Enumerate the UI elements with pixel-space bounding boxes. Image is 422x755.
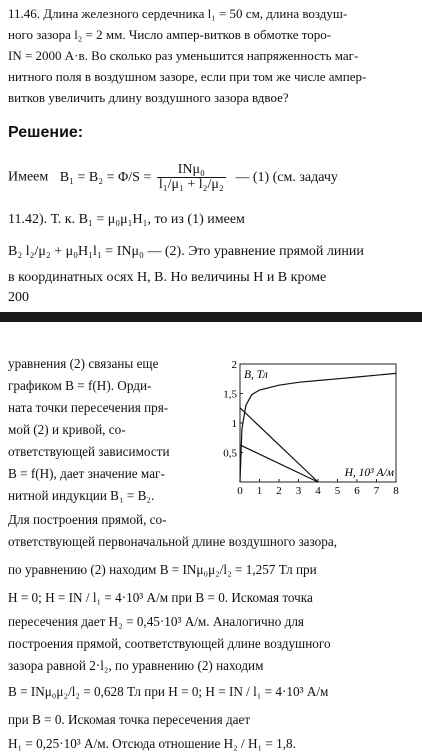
wrapped-line-5: ответствующей зависимости [8, 444, 170, 459]
x-tick-label: 2 [276, 485, 282, 497]
fraction-denominator: l₁/μ₁ + l₂/μ₂ [158, 177, 224, 192]
x-tick-label: 7 [373, 485, 380, 497]
full-line-1: Для построения прямой, со- [8, 512, 167, 527]
equation-line-1 [8, 163, 338, 192]
problem-line-1: 11.46. Длина железного сердечника l₁ = 50 см, длина воздуш- [8, 6, 348, 21]
wrapped-line-3: ната точки пересечения пря- [8, 400, 169, 415]
problem-line-3: IN = 2000 А·в. Во сколько раз уменьшится напряженность маг- [8, 48, 359, 63]
wrapped-line-4: мой (2) и кривой, со- [8, 422, 126, 437]
solution-heading: Решение: [8, 124, 84, 141]
y-tick-label: 2 [231, 359, 237, 371]
y-tick-label: 1,5 [223, 388, 237, 401]
problem-line-4: нитного поля в воздушном зазоре, если при том же числе ампер- [8, 69, 367, 84]
full-line-5: пересечения дает H₂ = 0,45·10³ А/м. Аналогично для [8, 614, 304, 629]
wrapped-line-6: B = f(H), дает значение маг- [8, 466, 165, 481]
bh-curve-chart [222, 354, 412, 502]
x-axis-label: H, 10³ А/м [344, 467, 394, 479]
x-tick-label: 0 [237, 485, 243, 497]
bottom-page [0, 322, 422, 755]
y-axis-label: B, Тл [244, 369, 268, 381]
full-line-4: H = 0; H = IN / l₁ = 4·10³ А/м при B = 0. Искомая точка [8, 590, 313, 605]
series-line-1 [240, 373, 396, 482]
full-line-2: ответствующей первоначальной длине воздушного зазора, [8, 534, 337, 549]
wrapped-line-2: графиком B = f(H). Орди- [8, 378, 152, 393]
equation-prefix: Имеем [8, 169, 49, 185]
problem-line-2: ного зазора l₂ = 2 мм. Число ампер-витков в обмотке торо- [8, 27, 332, 42]
page-number: 200 [8, 290, 29, 305]
full-line-7: зазора равной 2·l₂, по уравнению (2) находим [8, 658, 264, 673]
full-line-10: H₁ = 0,25·10³ А/м. Отсюда отношение H₂ / H₁ = 1,8. [8, 736, 296, 751]
y-tick-label: 0,5 [223, 447, 237, 460]
wrapped-line-1: уравнения (2) связаны еще [8, 356, 159, 371]
equation-lhs: B₁ = B₂ = Φ/S = [59, 169, 152, 185]
y-tick-label: 1 [231, 418, 237, 430]
equation-fraction [157, 163, 226, 192]
equation-suffix: — (1) (см. задачу [235, 169, 338, 185]
series-line-3 [240, 445, 318, 482]
wrapped-line-7: нитной индукции B₁ = B₂. [8, 488, 155, 503]
page-divider [0, 312, 422, 322]
x-tick-label: 3 [295, 485, 302, 497]
x-tick-label: 8 [393, 485, 399, 497]
full-line-3: по уравнению (2) находим B = INμ₀μ₂/l₂ = 1,257 Тл при [8, 562, 317, 577]
plot-frame [240, 364, 396, 482]
equation-line-2: 11.42). Т. к. B₁ = μ₀μ₁H₁, то из (1) имеем [8, 212, 245, 227]
problem-line-5: витков увеличить длину воздушного зазора вдвое? [8, 90, 289, 105]
equation-line-3: B₂ l₂/μ₂ + μ₀H₁l₁ = INμ₀ — (2). Это уравнение прямой линии [8, 244, 364, 259]
x-tick-label: 6 [354, 485, 360, 497]
x-tick-label: 1 [256, 485, 263, 497]
x-tick-label: 5 [334, 485, 341, 497]
fraction-numerator: INμ₀ [157, 163, 226, 178]
full-line-6: построения прямой, соответствующей длине воздушного [8, 636, 331, 651]
full-line-9: при B = 0. Искомая точка пересечения дает [8, 712, 251, 727]
series-line-2 [240, 408, 318, 482]
equation-line-4: в координатных осях H, B. Но величины H и B кроме [8, 270, 327, 285]
full-line-8: B = INμ₀μ₂/l₂ = 0,628 Тл при H = 0; H = IN / l₁ = 4·10³ А/м [8, 684, 329, 699]
top-page [0, 0, 422, 312]
x-tick-label: 4 [315, 485, 321, 497]
